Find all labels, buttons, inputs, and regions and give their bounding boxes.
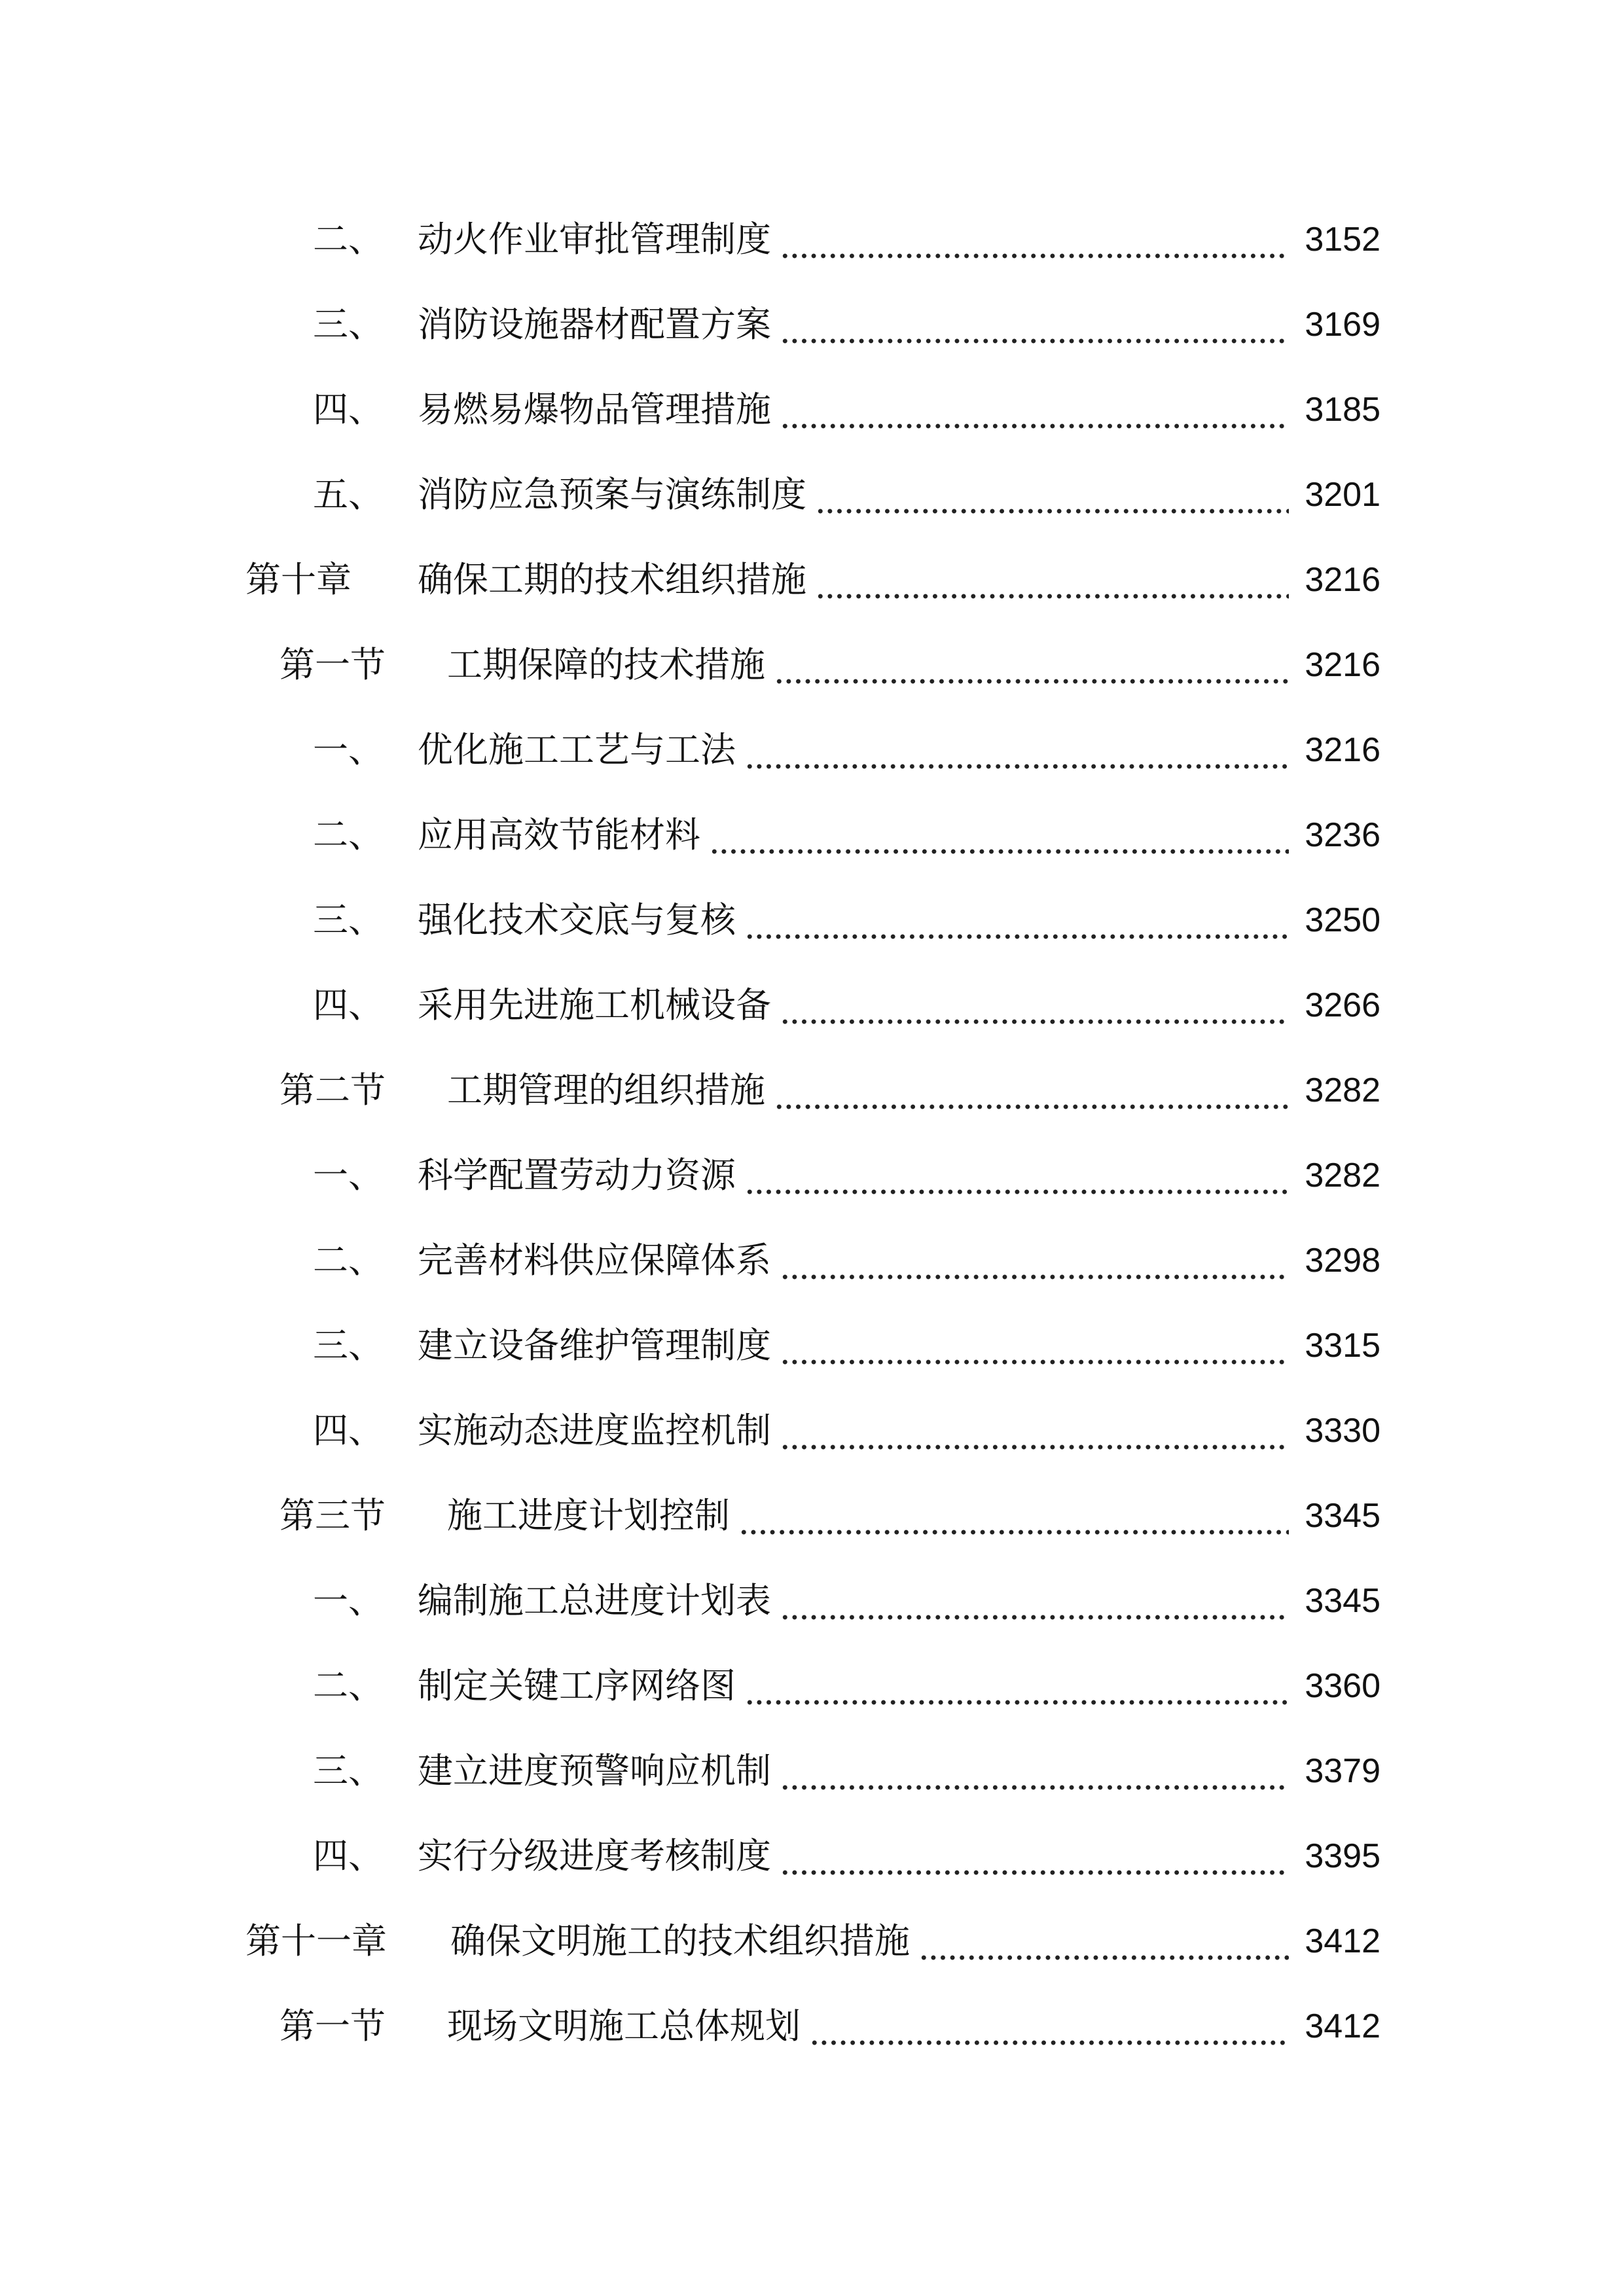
toc-entry-title: 应用高效节能材料 [418, 814, 700, 855]
toc-dot-leader [816, 554, 1289, 606]
toc-entry-title: 实施动态进度监控机制 [418, 1410, 771, 1451]
toc-dot-leader [710, 809, 1289, 861]
toc-entry-title: 制定关键工序网络图 [418, 1665, 736, 1706]
toc-dot-leader [739, 1490, 1289, 1542]
toc-chapter-entry[interactable] [0, 554, 1624, 606]
toc-entry-marker: 第二节 [280, 1069, 386, 1111]
toc-entry-title: 确保工期的技术组织措施 [418, 559, 806, 600]
toc-entry-marker: 第十一章 [245, 1920, 387, 1962]
toc-entry-title: 易燃易爆物品管理措施 [418, 389, 771, 430]
toc-entry-page: 3345 [1305, 1497, 1380, 1535]
toc-entry-page: 3395 [1305, 1837, 1380, 1875]
toc-entry[interactable] [0, 384, 1624, 436]
toc-entry-title: 消防应急预案与演练制度 [418, 474, 806, 515]
toc-entry[interactable] [0, 1660, 1624, 1712]
toc-entry-page: 3298 [1305, 1242, 1380, 1280]
toc-entry-page: 3152 [1305, 221, 1380, 259]
toc-entry-title: 建立设备维护管理制度 [418, 1325, 771, 1366]
toc-entry-title: 完善材料供应保障体系 [418, 1240, 771, 1281]
toc-entry-marker: 第一节 [280, 2005, 386, 2047]
toc-entry[interactable] [0, 469, 1624, 521]
toc-entry-page: 3315 [1305, 1327, 1380, 1365]
toc-dot-leader [780, 1319, 1289, 1372]
toc-entry-page: 3412 [1305, 1922, 1380, 1960]
toc-entry-marker: 一、 [313, 1580, 384, 1621]
toc-entry[interactable] [0, 298, 1624, 351]
toc-entry-title: 施工进度计划控制 [447, 1495, 730, 1536]
toc-dot-leader [780, 213, 1289, 266]
toc-section-entry[interactable] [0, 1490, 1624, 1542]
toc-entry-marker: 第一节 [280, 644, 386, 685]
toc-entry-title: 动火作业审批管理制度 [418, 219, 771, 260]
toc-entry-page: 3345 [1305, 1582, 1380, 1620]
toc-entry-page: 3250 [1305, 901, 1380, 939]
toc-entry-title: 科学配置劳动力资源 [418, 1155, 736, 1196]
toc-dot-leader [774, 639, 1289, 691]
toc-entry-page: 3201 [1305, 476, 1380, 514]
toc-entry-title: 工期保障的技术措施 [447, 644, 765, 685]
toc-entry-marker: 四、 [313, 984, 384, 1026]
toc-entry[interactable] [0, 1745, 1624, 1797]
toc-entry[interactable] [0, 724, 1624, 776]
toc-dot-leader [816, 469, 1289, 521]
toc-entry-page: 3266 [1305, 986, 1380, 1024]
toc-dot-leader [745, 1149, 1289, 1202]
toc-entry-page: 3412 [1305, 2007, 1380, 2045]
toc-entry-page: 3379 [1305, 1752, 1380, 1790]
toc-entry[interactable] [0, 1575, 1624, 1627]
toc-entry[interactable] [0, 1405, 1624, 1457]
toc-entry[interactable] [0, 894, 1624, 946]
toc-entry-marker: 四、 [313, 1835, 384, 1876]
toc-entry-page: 3282 [1305, 1157, 1380, 1194]
toc-entry-title: 实行分级进度考核制度 [418, 1835, 771, 1876]
toc-entry-page: 3185 [1305, 391, 1380, 429]
toc-entry-title: 优化施工工艺与工法 [418, 729, 736, 770]
toc-entry-title: 消防设施器材配置方案 [418, 304, 771, 345]
toc-dot-leader [780, 384, 1289, 436]
toc-dot-leader [780, 1234, 1289, 1287]
toc-entry[interactable] [0, 1149, 1624, 1202]
toc-entry-page: 3216 [1305, 646, 1380, 684]
toc-entry-marker: 一、 [313, 729, 384, 770]
toc-entry[interactable] [0, 809, 1624, 861]
toc-entry-title: 确保文明施工的技术组织措施 [450, 1920, 910, 1962]
toc-entry-marker: 一、 [313, 1155, 384, 1196]
toc-entry-marker: 第三节 [280, 1495, 386, 1536]
toc-entry-marker: 四、 [313, 1410, 384, 1451]
toc-entry-page: 3216 [1305, 731, 1380, 769]
toc-entry-title: 工期管理的组织措施 [447, 1069, 765, 1111]
toc-entry-marker: 二、 [313, 219, 384, 260]
toc-entry[interactable] [0, 1830, 1624, 1882]
toc-entry-page: 3169 [1305, 306, 1380, 344]
toc-dot-leader [780, 1575, 1289, 1627]
toc-entry[interactable] [0, 979, 1624, 1031]
toc-entry-title: 采用先进施工机械设备 [418, 984, 771, 1026]
toc-entry-marker: 三、 [313, 899, 384, 941]
toc-entry-marker: 二、 [313, 814, 384, 855]
toc-entry-marker: 三、 [313, 1325, 384, 1366]
toc-entry-page: 3330 [1305, 1412, 1380, 1450]
toc-dot-leader [810, 2000, 1289, 2053]
toc-entry-title: 编制施工总进度计划表 [418, 1580, 771, 1621]
toc-section-entry[interactable] [0, 639, 1624, 691]
toc-section-entry[interactable] [0, 1064, 1624, 1117]
toc-dot-leader [780, 979, 1289, 1031]
toc-chapter-entry[interactable] [0, 1915, 1624, 1967]
toc-entry-marker: 五、 [313, 474, 384, 515]
toc-entry[interactable] [0, 213, 1624, 266]
toc-entry-marker: 第十章 [245, 559, 352, 600]
toc-entry-title: 建立进度预警响应机制 [418, 1750, 771, 1791]
toc-dot-leader [745, 724, 1289, 776]
toc-entry-page: 3216 [1305, 561, 1380, 599]
toc-entry-marker: 三、 [313, 304, 384, 345]
toc-dot-leader [780, 1405, 1289, 1457]
toc-entry-title: 强化技术交底与复核 [418, 899, 736, 941]
toc-entry-marker: 二、 [313, 1665, 384, 1706]
toc-dot-leader [780, 1830, 1289, 1882]
toc-entry-page: 3360 [1305, 1667, 1380, 1705]
toc-entry-marker: 四、 [313, 389, 384, 430]
toc-section-entry[interactable] [0, 2000, 1624, 2053]
toc-entry-page: 3236 [1305, 816, 1380, 854]
toc-dot-leader [919, 1915, 1289, 1967]
toc-entry-marker: 二、 [313, 1240, 384, 1281]
toc-dot-leader [745, 1660, 1289, 1712]
toc-entry-marker: 三、 [313, 1750, 384, 1791]
toc-dot-leader [774, 1064, 1289, 1117]
toc-entry[interactable] [0, 1234, 1624, 1287]
toc-entry-title: 现场文明施工总体规划 [447, 2005, 801, 2047]
toc-dot-leader [780, 1745, 1289, 1797]
toc-dot-leader [745, 894, 1289, 946]
toc-entry-page: 3282 [1305, 1071, 1380, 1109]
toc-dot-leader [780, 298, 1289, 351]
toc-entry[interactable] [0, 1319, 1624, 1372]
